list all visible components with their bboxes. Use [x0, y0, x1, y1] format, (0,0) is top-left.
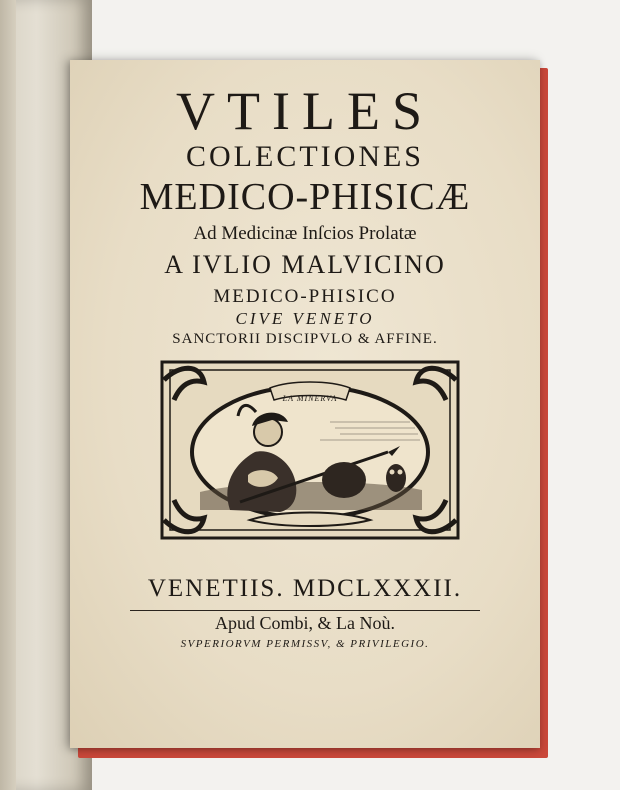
author-title-line: MEDICO-PHISICO [213, 286, 397, 307]
printer-line: Apud Combi, & La Noù. [215, 613, 395, 633]
author-citizen-line: CIVE VENETO [235, 309, 375, 328]
woodcut-illustration [160, 360, 460, 540]
title-line-vtiles: VTILES [176, 81, 434, 141]
title-line-colectiones: COLECTIONES [186, 140, 424, 173]
woodcut-banner-label: LA MINERVA [282, 394, 338, 403]
title-line-medico-phisicae: MEDICO-PHISICÆ [139, 176, 471, 218]
author-line: A IVLIO MALVICINO [164, 250, 446, 279]
imprint-rule [130, 610, 480, 611]
privilege-line: SVPERIORVM PERMISSV, & PRIVILEGIO. [180, 638, 430, 650]
imprint-place-date: VENETIIS. MDCLXXXII. [147, 575, 463, 602]
subtitle-line: Ad Medicinæ Inſcios Prolatæ [193, 223, 417, 244]
title-page [70, 60, 540, 748]
minerva-woodcut [160, 360, 460, 540]
author-affiliation-line: SANCTORII DISCIPVLO & AFFINE. [172, 331, 438, 347]
binding-edge [0, 0, 16, 790]
